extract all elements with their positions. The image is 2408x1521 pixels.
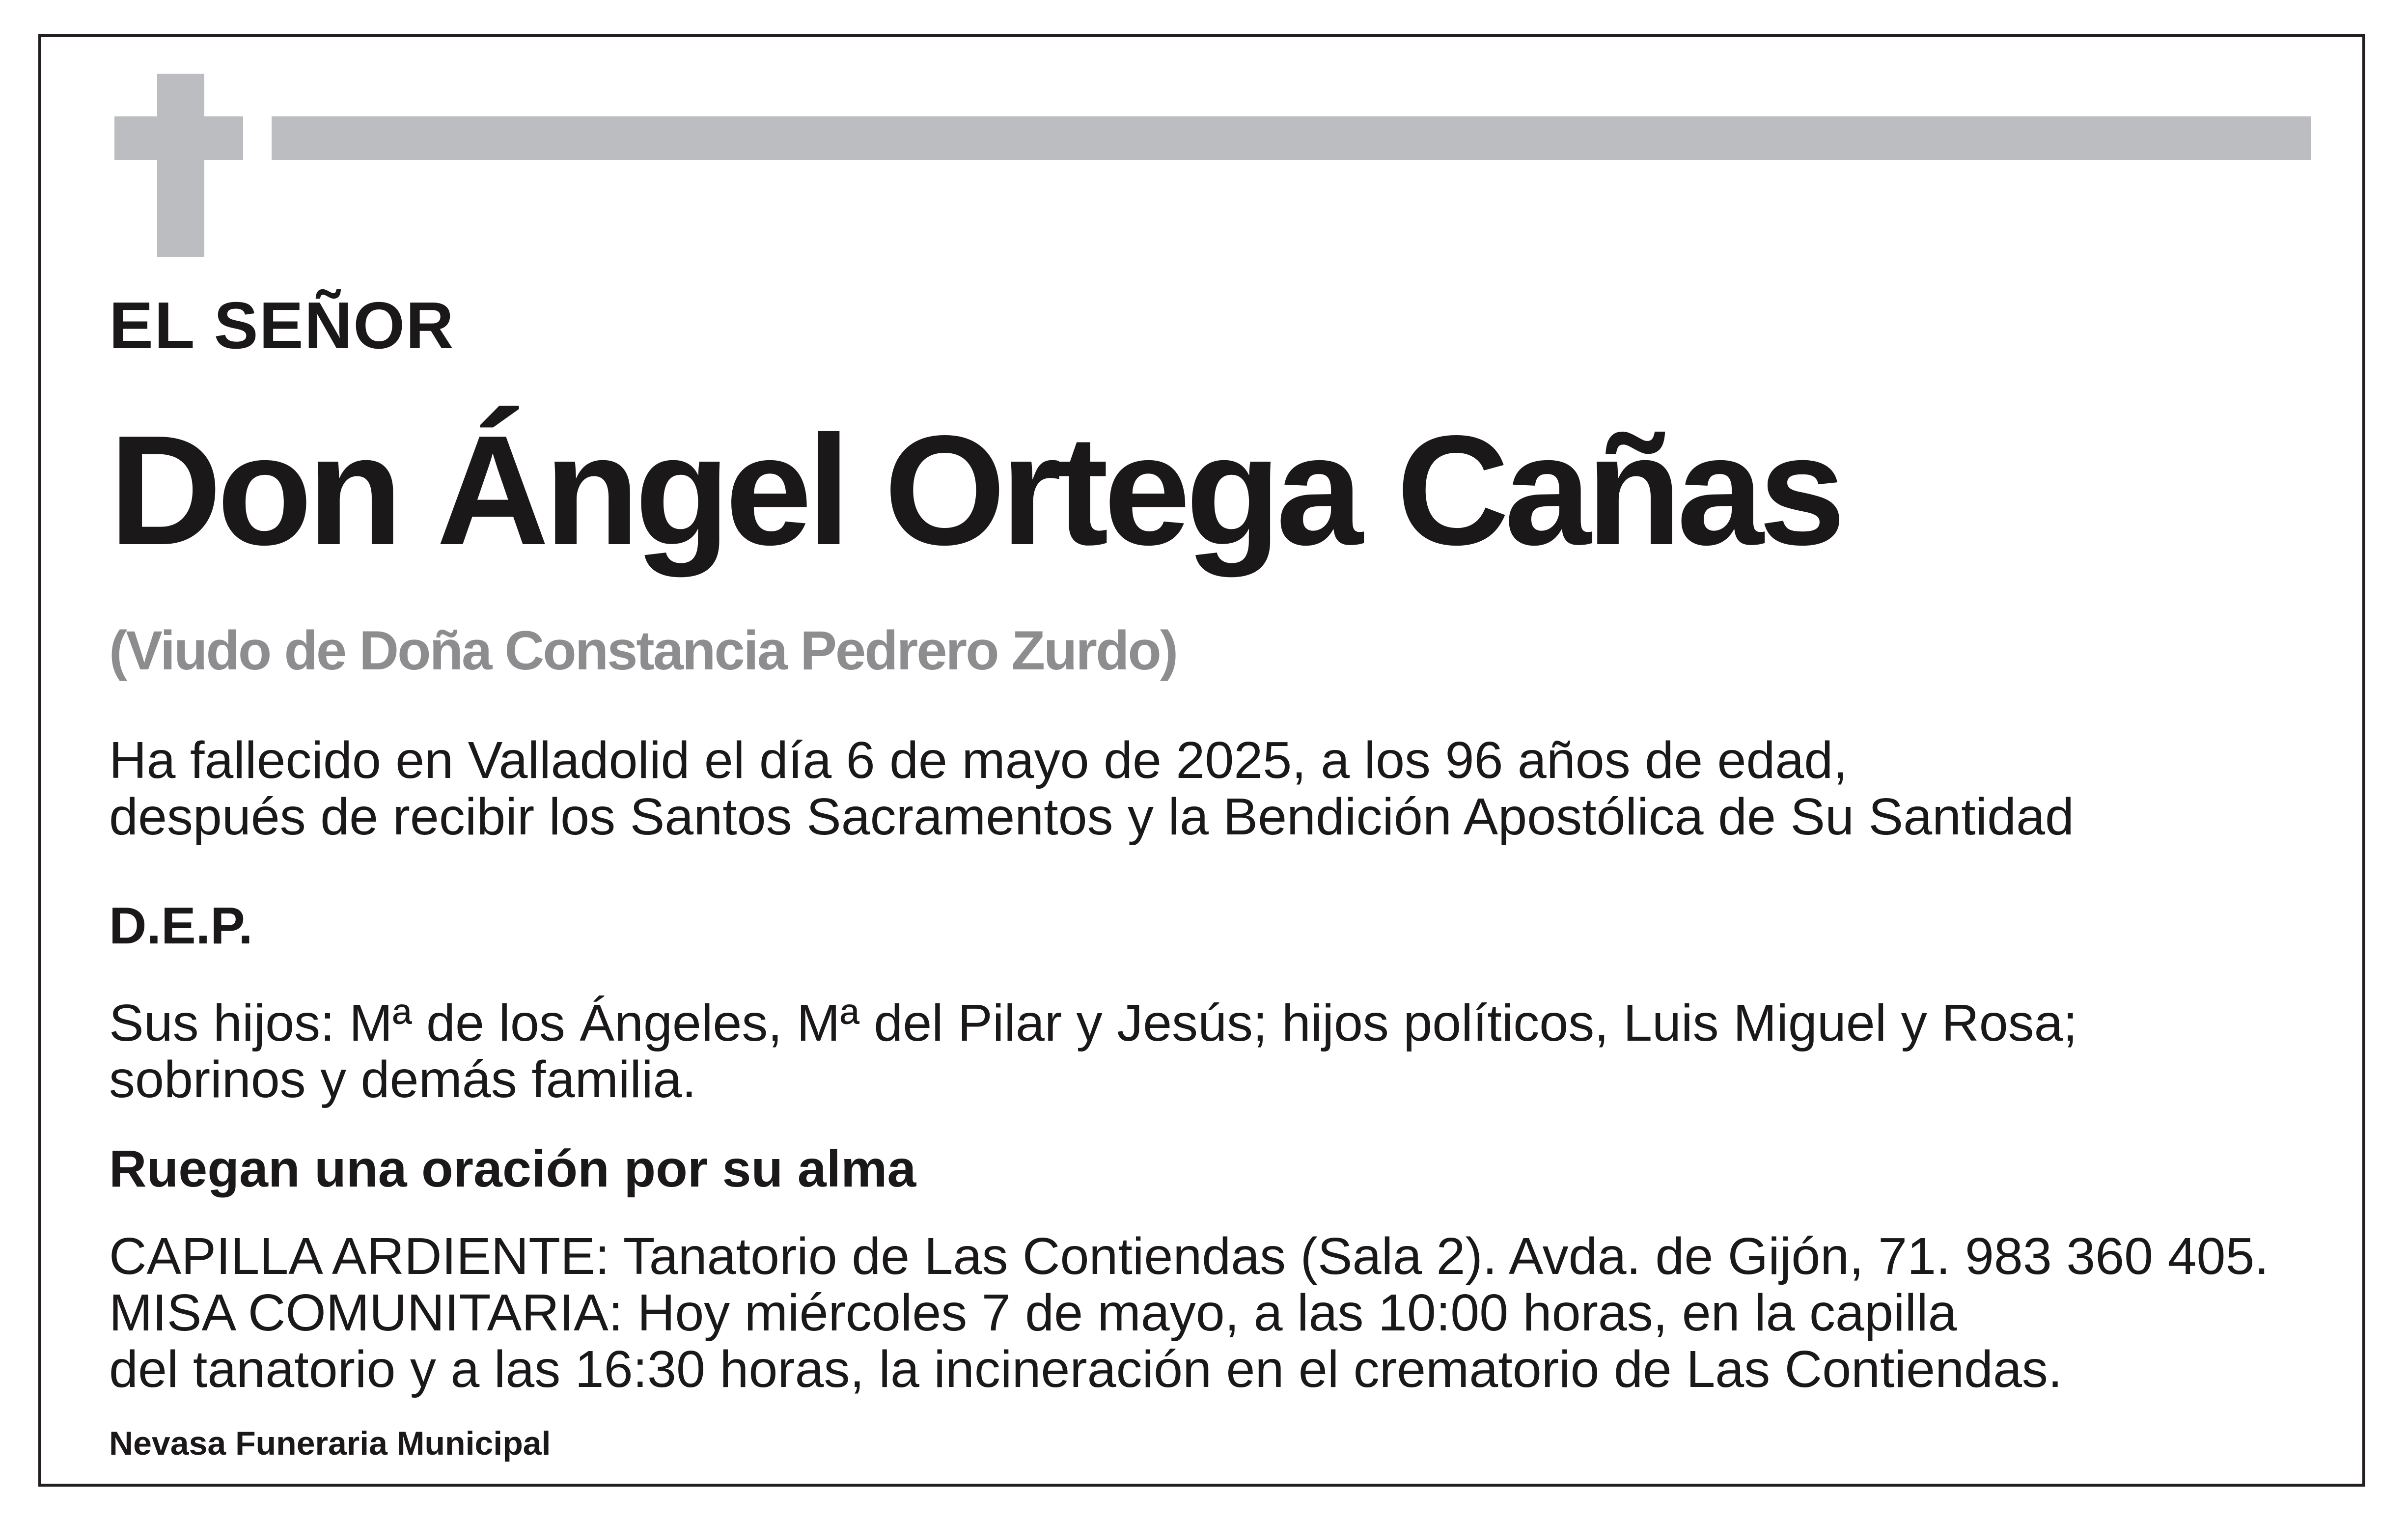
- dep-label: D.E.P.: [109, 897, 253, 955]
- funeral-home: Nevasa Funeraria Municipal: [109, 1425, 551, 1462]
- ceremony-line-3: del tanatorio y a las 16:30 horas, la incineración en el crematorio de Las Contiendas.: [109, 1340, 2063, 1398]
- family-line-2: sobrinos y demás familia.: [109, 1051, 696, 1108]
- death-notice-line-2: después de recibir los Santos Sacramentos y la Bendición Apostólica de Su Santidad: [109, 788, 2074, 846]
- ceremony-line-2: MISA COMUNITARIA: Hoy miércoles 7 de mayo, a las 10:00 horas, en la capilla: [109, 1284, 1957, 1342]
- cross-vertical-beam: [157, 74, 204, 257]
- death-notice-line-1: Ha fallecido en Valladolid el día 6 de mayo de 2025, a los 96 años de edad,: [109, 731, 1848, 789]
- widow-note: (Viudo de Doña Constancia Pedrero Zurdo): [109, 620, 1177, 681]
- header-bar: [272, 116, 2311, 160]
- cross-horizontal-beam: [114, 116, 243, 160]
- deceased-name: Don Ángel Ortega Cañas: [109, 403, 1841, 578]
- title-prefix: EL SEÑOR: [109, 288, 455, 362]
- prayer-request: Ruegan una oración por su alma: [109, 1140, 916, 1198]
- ceremony-line-1: CAPILLA ARDIENTE: Tanatorio de Las Contiendas (Sala 2). Avda. de Gijón, 71. 983 360 405.: [109, 1227, 2269, 1285]
- family-line-1: Sus hijos: Mª de los Ángeles, Mª del Pilar y Jesús; hijos políticos, Luis Miguel y Rosa;: [109, 994, 2078, 1052]
